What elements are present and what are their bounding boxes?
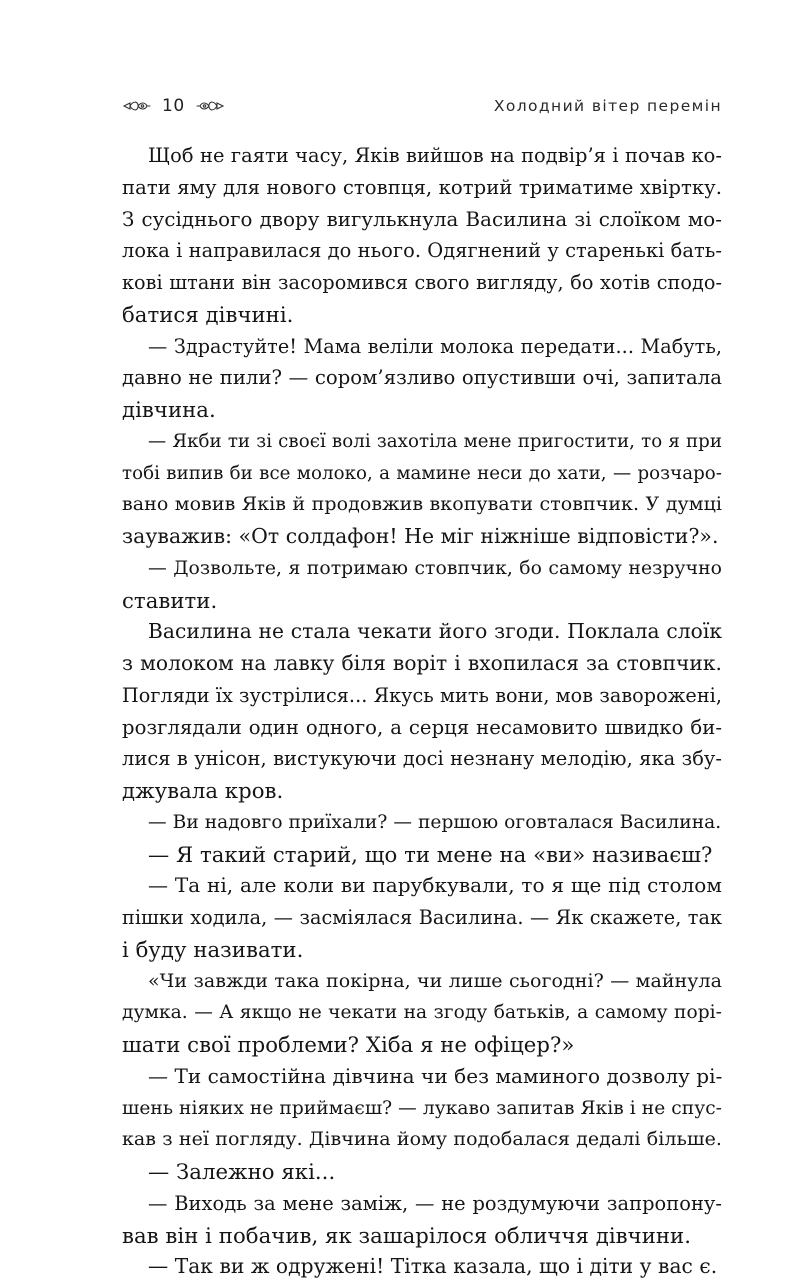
text-line: Щоб не гаяти часу, Яків вийшов на подвір’я і почав ко- [148, 144, 722, 167]
text-line: — Здрастуйте! Мама веліли молока передати... Мабуть, [148, 334, 722, 358]
text-line: думка. — А якщо не чекати на згоду батьків, а самому порі- [122, 1002, 722, 1024]
text-line: зауважив: «От солдафон! Не міг ніжніше відповісти?». [122, 524, 719, 548]
page-number: 10 [162, 96, 185, 116]
floral-ornament-icon [195, 99, 225, 113]
text-line: джувала кров. [122, 778, 284, 803]
text-line: — Ви надовго приїхали? — першою оговталася Василина. [148, 811, 722, 833]
page-header [122, 93, 722, 119]
text-line: вав він і побачив, як зашарілося обличчя дівчини. [122, 1222, 691, 1248]
text-line: і буду називати. [122, 936, 304, 962]
running-title: Холодний вітер перемін [493, 97, 722, 115]
text-line: З сусіднього двору вигулькнула Василина зі слоїком мо- [122, 207, 722, 231]
text-line: шень ніяких не приймаєш? — лукаво запитав Яків і не спус- [122, 1097, 722, 1119]
text-line: ставити. [122, 587, 218, 613]
text-line: — Так ви ж одружені! Тітка казала, що і діти у вас є. [148, 1254, 718, 1279]
text-line: вано мовив Яків й продовжив вкопувати стовпчик. У думці [122, 493, 722, 516]
text-line: — Дозвольте, я потримаю стовпчик, бо самому незручно [148, 557, 722, 579]
text-line: «Чи завжди така покірна, чи лише сьогодні? — майнула [148, 969, 722, 992]
text-line: дівчина. [122, 397, 216, 422]
floral-ornament-icon [122, 99, 152, 113]
text-line: — Виходь за мене заміж, — не роздумуючи запропону- [148, 1191, 722, 1215]
folio [122, 96, 225, 116]
text-line: кові штани він засоромився свого вигляду, бо хотів сподо- [122, 271, 722, 294]
text-line: шати свої проблеми? Хіба я не офіцер?» [122, 1032, 575, 1057]
text-line: з молоком на лавку біля воріт і вхопилася за стовпчик. [122, 651, 722, 675]
text-line: — Та ні, але коли ви парубкували, то я ще під столом [148, 873, 722, 898]
text-line: — Ти самостійна дівчина чи без маминого дозволу рі- [148, 1063, 723, 1088]
text-line: лока і направилася до нього. Одягнений у старенькі бать- [122, 239, 722, 263]
text-line: пати яму для нового стовпця, котрий триматиме хвіртку. [122, 175, 722, 199]
text-line: батися дівчині. [122, 301, 294, 327]
text-line: тобі випив би все молоко, а мамине неси до хати, — розчаро- [122, 462, 722, 484]
text-line: — Я такий старий, що ти мене на «ви» називаєш? [148, 841, 713, 867]
text-line: давно не пили? — сором’язливо опустивши очі, запитала [122, 366, 722, 390]
text-line: — Залежно які... [148, 1159, 336, 1184]
text-line: лися в унісон, вистукуючи досі незнану мелодію, яка збу- [122, 747, 722, 771]
text-line: — Якби ти зі своєї волі захотіла мене пригостити, то я при [148, 430, 722, 452]
body-text [122, 140, 722, 1283]
text-line: розглядали один одного, а серця несамовито швидко би- [122, 715, 722, 739]
text-line: Василина не стала чекати його згоди. Поклала слоїк [148, 619, 722, 644]
text-line: Погляди їх зустрілися... Якусь мить вони, мов заворожені, [122, 683, 722, 707]
text-line: пішки ходила, — засміялася Василина. — Як скажете, так [122, 906, 722, 929]
text-line: кав з неї погляду. Дівчина йому подобалася дедалі більше. [122, 1128, 722, 1151]
